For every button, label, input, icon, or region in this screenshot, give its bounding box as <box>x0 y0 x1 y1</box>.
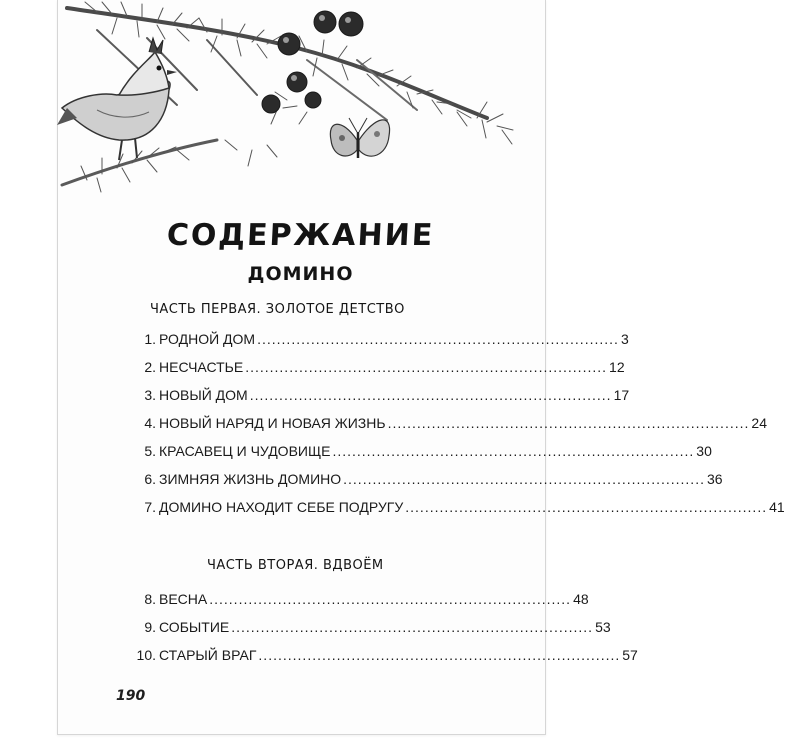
toc-entry[interactable] <box>125 359 625 387</box>
dot-leader: .......................................................................... <box>249 387 612 403</box>
toc-entry[interactable] <box>125 331 629 359</box>
toc-entry[interactable] <box>125 415 767 443</box>
dot-leader: .......................................................................... <box>405 499 768 515</box>
toc-entry-number: 8. <box>144 591 156 607</box>
toc-entry[interactable] <box>125 443 712 471</box>
toc-entry-page: 53 <box>595 619 611 635</box>
toc-entry-page: 3 <box>620 331 629 347</box>
toc-list <box>125 331 785 527</box>
toc-entry-page: 12 <box>609 359 625 375</box>
toc-entry[interactable] <box>125 471 723 499</box>
dot-leader: .......................................................................... <box>257 331 619 347</box>
dot-leader: .......................................................................... <box>245 359 608 375</box>
toc-entry[interactable] <box>125 647 638 675</box>
toc-entry-page: 17 <box>613 387 630 403</box>
toc-entry-number: 1. <box>144 331 156 347</box>
toc-entry-title: СТАРЫЙ ВРАГ <box>159 647 257 663</box>
dot-leader: .......................................................................... <box>231 619 594 635</box>
toc-entry-page: 48 <box>573 591 589 607</box>
toc-entry-title: КРАСАВЕЦ И ЧУДОВИЩЕ <box>159 443 331 459</box>
toc-entry-title: ЗИМНЯЯ ЖИЗНЬ ДОМИНО <box>159 471 342 487</box>
part-heading: ЧАСТЬ ПЕРВАЯ. ЗОЛОТОЕ ДЕТСТВО <box>150 302 405 317</box>
toc-entry-page: 41 <box>769 499 785 515</box>
toc-entry-page: 30 <box>696 443 712 459</box>
book-title: ДОМИНО <box>247 263 354 285</box>
toc-entry-title: ВЕСНА <box>159 591 208 607</box>
toc-entry-number: 5. <box>144 443 156 459</box>
toc-entry-title: ДОМИНО НАХОДИТ СЕБЕ ПОДРУГУ <box>159 499 404 515</box>
toc-entry-title: НОВЫЙ ДОМ <box>159 387 248 403</box>
bird-illustration-icon <box>57 0 544 222</box>
toc-entry-page: 24 <box>751 415 767 431</box>
toc-entry-title: РОДНОЙ ДОМ <box>159 331 256 347</box>
dot-leader: .......................................................................... <box>387 415 750 431</box>
toc-entry[interactable] <box>125 591 589 619</box>
page-number: 190 <box>116 688 146 704</box>
toc-entry[interactable] <box>125 387 630 415</box>
toc-entry-number: 6. <box>144 471 156 487</box>
toc-entry-page: 57 <box>622 647 638 663</box>
toc-entry-title: СОБЫТИЕ <box>159 619 230 635</box>
toc-entry-number: 3. <box>144 387 156 403</box>
toc-entry-number: 2. <box>144 359 156 375</box>
dot-leader: .......................................................................... <box>332 443 695 459</box>
toc-entry-title: НОВЫЙ НАРЯД И НОВАЯ ЖИЗНЬ <box>159 415 386 431</box>
toc-entry-number: 7. <box>144 499 156 515</box>
page-title: СОДЕРЖАНИЕ <box>165 218 436 253</box>
toc-entry-page: 36 <box>706 471 723 487</box>
toc-entry-number: 4. <box>144 415 156 431</box>
toc-entry-number: 9. <box>144 619 156 635</box>
toc-entry[interactable] <box>125 619 611 647</box>
toc-entry[interactable] <box>125 499 785 527</box>
dot-leader: .......................................................................... <box>209 591 572 607</box>
toc-entry-number: 10. <box>136 647 156 663</box>
toc-list <box>125 591 638 675</box>
dot-leader: .......................................................................... <box>343 471 705 487</box>
dot-leader: .......................................................................... <box>258 647 621 663</box>
part-heading: ЧАСТЬ ВТОРАЯ. ВДВОЁМ <box>207 558 384 573</box>
butterfly-icon <box>330 118 389 158</box>
toc-entry-title: НЕСЧАСТЬЕ <box>159 359 244 375</box>
bird-icon <box>57 38 177 160</box>
